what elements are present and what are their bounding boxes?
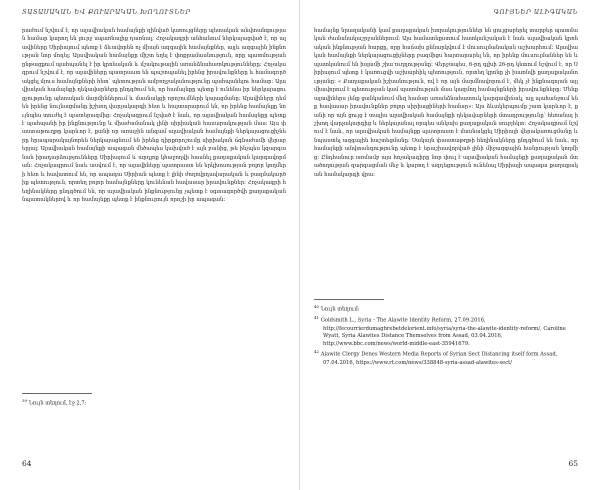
left-body-text: րաժում նշվում է, որ ալավիական համայնքի զինված կառույցները պետական անվտանգության համար կարող են լուրջ սպառնալիք դառնալ։ Հռչակագրի անհանում ներկայացված է, որ ալավիները Սիրիայում պետք է ձևավորեն ոչ միայն ազգային համայնքներ, այլև ազգային ինքնության նոր մոդել։ Ալավիական համայնքը միշտ եղել է փոքրամասնություն, որը պատմության ընթացքում պահպանել է իր կրոնական և մշակութային առանձնահատկությունները։ Հռչակագրում նշվում է, որ ալավիները պատրաստ են պաշտպանել իրենց իրավունքները և համագործակցել մյուս համայնքների հետ՝ պետության ամբողջականությունը պահպանելու համար։ Ալավիական համայնքի ղեկավարները ընդգծում են, որ համայնքը պետք է ունենա իր ներկայացուցչությունը պետական մարմիններում և մասնակցի որոշումների կայացմանը։ Ալավիները դեմ են իրենց նույնացմանը իշխող վարչակարգի հետ և հայտարարում են, որ իրենց համայնքը նույնպես տուժել է պատերազմից։ Հռչակագրում նշված է նաև, որ ալավիական համայնքը պետք է պահպանի իր ինքնությունը և միաժամանակ լինի սիրիական հասարակության մաս։ Այս փաստաթուղթը կարևոր է, քանի որ առաջին անգամ ալավիական համայնքի ներկայացուցիչները հրապարակայնորեն ներկայացնում են իրենց դիրքորոշումը սիրիական ճգնաժամի վերաբերյալ։ Ալավիական համայնքի ապագան մեծապես կախված է այն բանից, թե ինչպես կզարգանան իրադարձությունները Սիրիայում և արդյոք կհաջողվի հասնել քաղաքական կարգավորման։ Հռչակագրում նաև ասվում է, որ ալավիները պատրաստ են երկխոսության բոլոր կողմերի հետ և հավատում են, որ ապագա Սիրիան պետք է լինի ժողովրդավարական և բազմակարծիք պետություն, որտեղ բոլոր համայնքները կունենան հավասար իրավունքներ։ Հռչակագրի հեղինակները ընդգծում են, որ ալավիական ինքնությունը չպետք է օգտագործվի քաղաքական նպատակներով և որ համայնքը պետք է ինքնուրույն որոշի իր ապագան։ [22, 28, 286, 204]
footnote-mark: 42 [314, 349, 320, 355]
footnote-text: Նույն տեղում: [320, 306, 360, 313]
running-header-left: ՏԱՏԱՍԱԿԱՆ ԵՎ ՔՈՒԱՐԱԿԱՆ ԽՈՂՈՒՏՆԵՐ [22, 8, 191, 16]
footnote-divider-right [314, 299, 384, 300]
footnote-mark: 41 [314, 315, 320, 321]
footnote-42 [314, 348, 578, 367]
footnote-mark: 39 [22, 398, 28, 403]
footnote-41 [314, 314, 578, 348]
footnote-40 [314, 303, 578, 314]
footnote-mark: 40 [314, 304, 320, 309]
page-number-right: 65 [568, 459, 578, 468]
page-number-left: 64 [22, 459, 32, 468]
footnote-text: Alawite Clergy Denes Western Media Reports of Syrian Sect Distancing itself form Assad, 07.04.2016, https://www.rt.com/news/338848-syria-assad-alawites-sect/ [320, 352, 558, 366]
right-body-text: համայնք նրազականի կամ քաղաքական խորակություններ են ցույցաբերել տարբեր պատմական ժամանակաշրջաններում։ Այս համատեքստում հատկանշական է նաև ալավիական կրոնական ինքնության հարցը, որը հաճախ քննարկվում է մուսուլմանական աշխարհում։ Ալավիական համայնքի ներկայացուցիչները բազմիցս հայտարարել են, որ իրենք մուսուլմաններ են և պատկանում են իսլամի շիա ուղղությանը։ Վերջապես, 6-րդ գլխի 26-րդ կետում նշվում է, որ Սիրիայում պետք է կառուցվի աշխարհիկ պետություն, որտեղ կրոնը չի խառնվի քաղաքականությանը։ « Քաղաքական իշխանություն, ով է որ այն մարմնավորում է, մեկ չէ ինքնագոյան այլ միավորում է պետության կամ պատմության մաս կազմող համայնքների իրավունքները։ Մենք ալավիներս չենք ցանկանում մեզ համար առանձնահատուկ կարգավիճակ, այլ պահանջում ենք հավասար իրավունքներ բոլոր սիրիացիների համար»։ Այս ձևակերպումը շատ կարևոր է, քանի որ այն ցույց է տալիս ալավիական համայնքի ղեկավարների մտադրությունը՝ հեռանալ իշխող վարչակարգից և ներկայանալ որպես անկախ քաղաքական սուբյեկտ։ Հռչակագրում նշվում է նաև, որ ալավիական համայնքը պատրաստ է մասնակցել Սիրիայի վերակառուցմանը և նպաստել ազգային հաշտեցմանը։ Սակայն փաստաթղթի հեղինակները ընդգծում են նաև, որ համայնքի անվտանգությունը պետք է երաշխավորված լինի միջազգային հանրության կողմից։ Ընդհանուր առմամբ այս հռչակագիրը նոր փուլ է ալավիական համայնքի քաղաքական մտածողության զարգացման մեջ և կարող է ազդեցություն ունենալ Սիրիայի ապագա քաղաքական համակարգի վրա։ [314, 28, 578, 178]
footnotes-right [314, 303, 578, 367]
running-header-right: ԳՈՒՅՆԵՐ ԱԼԻԳԱԿԱՆ [493, 8, 578, 16]
footnote-39 [22, 397, 286, 408]
footnote-text: Goldsmith L., Syria - The Alawite Identity Reform, 27.09.2016, http://fecourrierdumaghrebetdelorient.info/syria/syria-the-alawite-identity-reform/, Caroline Wyatt, Syria Alawites Distance Themselves from Assad, 03.04.2016, http://www.bbc.com/news/world-middle-east-35941679. [320, 318, 566, 347]
right-page [300, 0, 600, 490]
footnote-divider-left [22, 393, 92, 394]
footnote-text: Նույն տեղում, էջ 2,7: [28, 400, 87, 407]
footnotes-left [22, 397, 286, 408]
